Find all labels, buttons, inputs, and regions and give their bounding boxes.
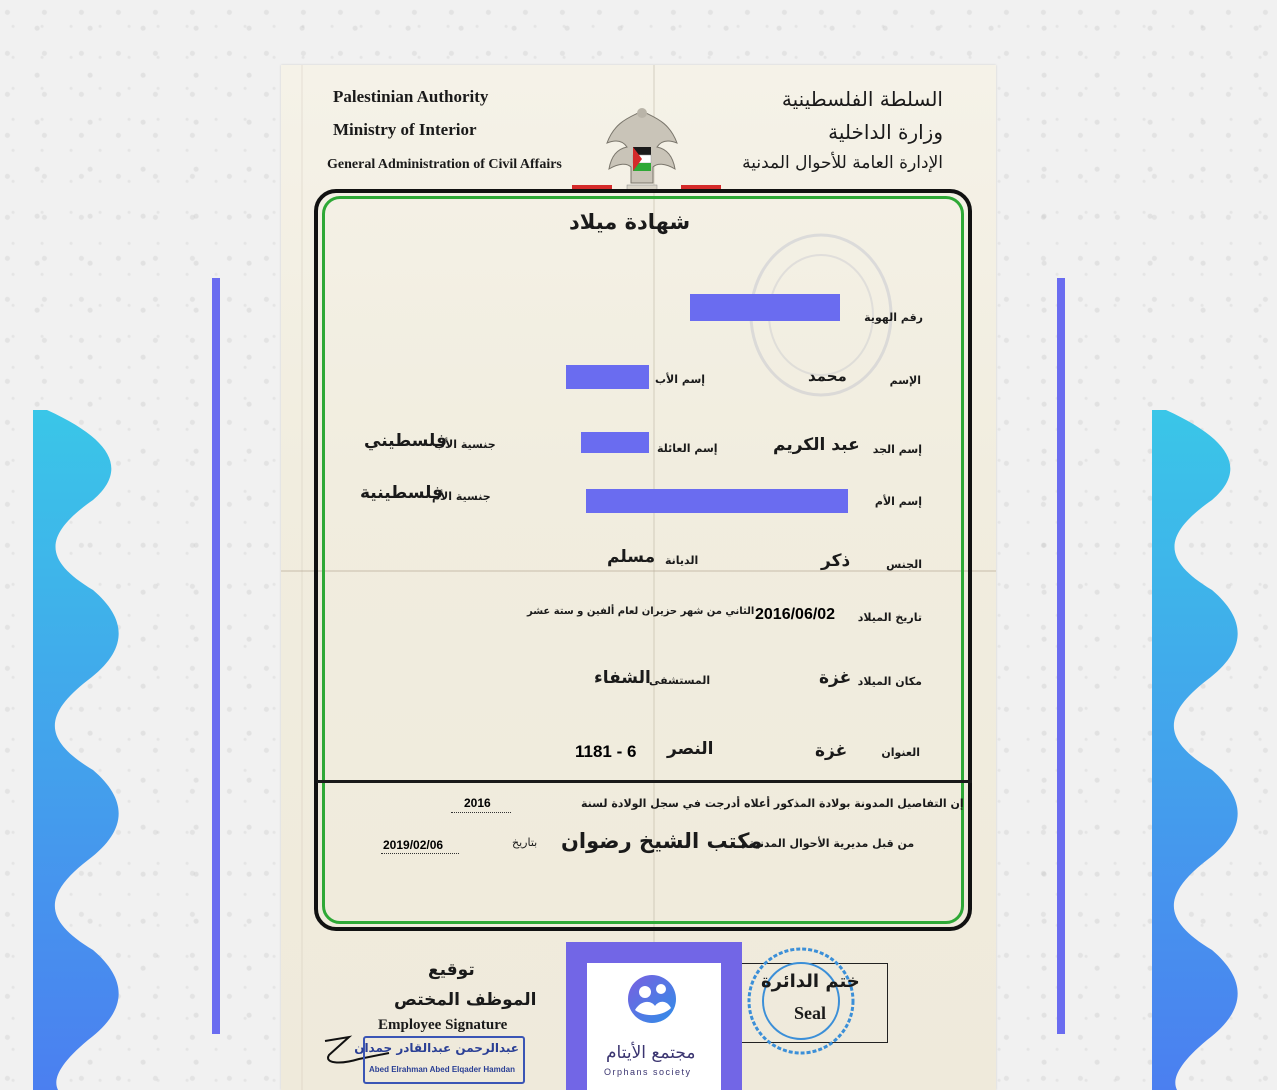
section-divider [317, 780, 972, 783]
header-en-ministry: Ministry of Interior [333, 120, 477, 139]
mother-nationality-label: جنسية الأم [432, 490, 491, 503]
eagle-emblem-icon [603, 103, 681, 195]
employee-signature-label: Employee Signature [378, 1017, 508, 1033]
dob-words: الثاني من شهر حزيران لعام ألفين و ستة عشر [527, 606, 755, 617]
birth-certificate [281, 65, 996, 1090]
redacted-id-number [690, 294, 840, 321]
signature-ar-label: توقيع [428, 960, 475, 980]
grandfather-value: عبد الكريم [773, 435, 860, 455]
religion-label: الديانة [665, 554, 699, 567]
official-round-seal [745, 945, 857, 1057]
religion-value: مسلم [607, 547, 656, 567]
address-number: 1181 - 6 [575, 742, 637, 761]
employee-name-stamp [354, 1036, 525, 1084]
stamp-name-en: Abed Elrahman Abed Elqader Hamdan [369, 1065, 515, 1074]
registry-text: إن التفاصيل المدونة بولادة المذكور أعلاه أدرجت في سجل الولادة لسنة [581, 797, 964, 810]
grandfather-label: إسم الجد [872, 443, 922, 456]
dob-label: تاريخ الميلاد [857, 611, 922, 624]
gender-label: الجنس [886, 558, 922, 571]
hospital-value: الشفاء [594, 668, 651, 688]
header-ar-authority: السلطة الفلسطينية [781, 87, 943, 111]
issue-date-label: بتاريخ [512, 836, 538, 849]
mother-nationality-value: فلسطينية [360, 483, 444, 503]
hospital-label: المستشفى [649, 674, 711, 687]
right-accent-line [1057, 278, 1065, 1034]
mother-label: إسم الأم [874, 495, 922, 508]
father-nationality-value: فلسطيني [364, 431, 448, 451]
certificate-title: شهادة ميلاد [569, 210, 691, 234]
office-value: مكتب الشيخ رضوان [561, 829, 763, 853]
redacted-family-name [581, 432, 649, 453]
name-value: محمد [808, 367, 847, 385]
left-accent-line [212, 278, 220, 1034]
gender-value: ذكر [821, 551, 851, 571]
address-city: غزة [815, 741, 848, 761]
stamp-name-ar: عبدالرحمن عبدالقادر حمدان [354, 1041, 519, 1055]
header-ar-ministry: وزارة الداخلية [828, 120, 943, 144]
office-prefix: من قبل مديرية الأحوال المدنية بـ [737, 837, 915, 850]
logo-name-en: Orphans society [604, 1067, 692, 1077]
family-logo-icon [621, 972, 683, 1026]
redacted-father-name [566, 365, 649, 389]
father-label: إسم الأب [655, 373, 706, 386]
orphans-society-logo [566, 942, 742, 1090]
seal-en-label: Seal [794, 1003, 827, 1023]
registry-year: 2016 [464, 796, 491, 810]
seal-ar-label: ختم الدائرة [761, 971, 860, 992]
logo-name-ar: مجتمع الأيتام [606, 1043, 696, 1063]
left-wave-decoration [33, 410, 133, 1090]
pob-value: غزة [819, 668, 852, 688]
header-en-authority: Palestinian Authority [333, 87, 489, 106]
issue-date: 2019/02/06 [383, 838, 444, 852]
header-ar-administration: الإدارة العامة للأحوال المدنية [742, 153, 943, 173]
name-label: الإسم [889, 374, 921, 387]
signature-ar-title: الموظف المختص [394, 990, 537, 1010]
family-label: إسم العائلة [657, 442, 718, 455]
header-en-administration: General Administration of Civil Affairs [327, 157, 562, 172]
pob-label: مكان الميلاد [857, 675, 922, 688]
dob-value: 2016/06/02 [755, 606, 836, 623]
right-wave-decoration [1152, 410, 1252, 1090]
id-label: رقم الهوية [864, 311, 923, 324]
address-label: العنوان [881, 746, 920, 759]
address-area: النصر [667, 739, 714, 759]
redacted-mother-name [586, 489, 848, 513]
father-nationality-label: جنسية الأب [434, 438, 496, 451]
